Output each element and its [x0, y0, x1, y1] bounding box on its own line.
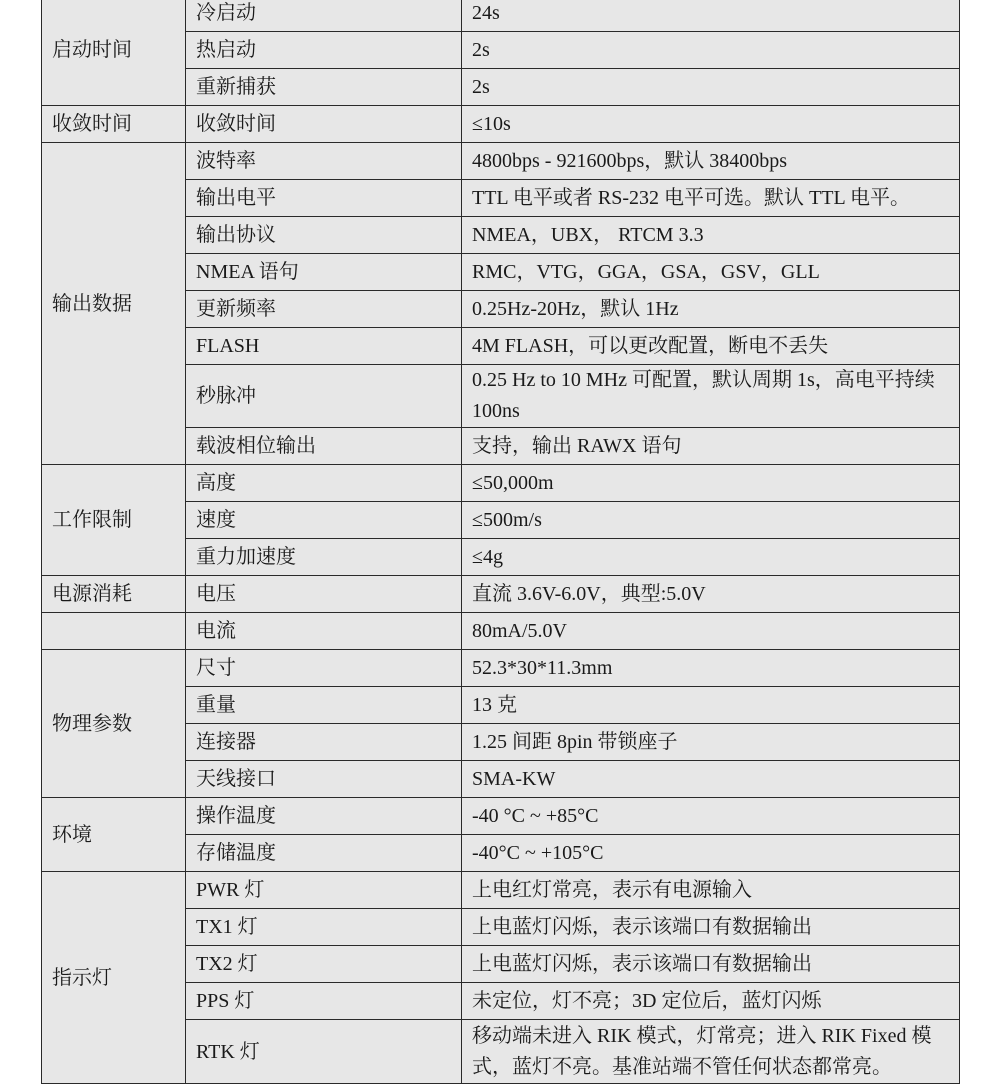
item-label: FLASH: [186, 328, 462, 365]
item-label: 重量: [186, 687, 462, 724]
item-value: 13 克: [462, 687, 960, 724]
item-value: 支持，输出 RAWX 语句: [462, 428, 960, 465]
group-label-convergence-time: 收敛时间: [42, 106, 186, 143]
group-label-operating-limits: 工作限制: [42, 465, 186, 576]
item-label: 电压: [186, 576, 462, 613]
group-label-indicator-lights: 指示灯: [42, 872, 186, 1084]
item-value: 1.25 间距 8pin 带锁座子: [462, 724, 960, 761]
item-value: 2s: [462, 32, 960, 69]
item-label: 载波相位输出: [186, 428, 462, 465]
group-label-environment: 环境: [42, 798, 186, 872]
table-row: [42, 106, 960, 143]
item-value: 52.3*30*11.3mm: [462, 650, 960, 687]
item-label: 输出电平: [186, 180, 462, 217]
item-value: 0.25Hz-20Hz，默认 1Hz: [462, 291, 960, 328]
table-row: [42, 465, 960, 502]
group-label-output-data: 输出数据: [42, 143, 186, 465]
item-value: 4M FLASH，可以更改配置，断电不丢失: [462, 328, 960, 365]
group-label-power-consumption: 电源消耗: [42, 576, 186, 613]
table-row: [42, 798, 960, 835]
table-row: [42, 576, 960, 613]
group-label-startup-time: 启动时间: [42, 0, 186, 106]
item-value: NMEA，UBX， RTCM 3.3: [462, 217, 960, 254]
item-label: 存储温度: [186, 835, 462, 872]
spec-table-container: [41, 0, 959, 1084]
item-value: SMA-KW: [462, 761, 960, 798]
item-label: 收敛时间: [186, 106, 462, 143]
item-value: ≤500m/s: [462, 502, 960, 539]
item-value: 上电蓝灯闪烁，表示该端口有数据输出: [462, 946, 960, 983]
item-label: 操作温度: [186, 798, 462, 835]
item-label: TX1 灯: [186, 909, 462, 946]
item-label: 重新捕获: [186, 69, 462, 106]
spec-table: [41, 0, 960, 1084]
item-value: ≤50,000m: [462, 465, 960, 502]
table-row: [42, 613, 960, 650]
item-value: ≤4g: [462, 539, 960, 576]
item-value: 未定位，灯不亮；3D 定位后，蓝灯闪烁: [462, 983, 960, 1020]
item-value: 上电红灯常亮，表示有电源输入: [462, 872, 960, 909]
item-label: 速度: [186, 502, 462, 539]
item-label: 秒脉冲: [186, 365, 462, 428]
item-value: TTL 电平或者 RS-232 电平可选。默认 TTL 电平。: [462, 180, 960, 217]
item-value: 2s: [462, 69, 960, 106]
item-label: TX2 灯: [186, 946, 462, 983]
item-value: -40 °C ~ +85°C: [462, 798, 960, 835]
group-label-physical-parameters: 物理参数: [42, 650, 186, 798]
item-label: 冷启动: [186, 0, 462, 32]
item-value: 80mA/5.0V: [462, 613, 960, 650]
item-value: 上电蓝灯闪烁，表示该端口有数据输出: [462, 909, 960, 946]
table-row: [42, 650, 960, 687]
item-value: 24s: [462, 0, 960, 32]
group-label-empty: [42, 613, 186, 650]
item-value: 移动端未进入 RIK 模式，灯常亮；进入 RIK Fixed 模式，蓝灯不亮。基准站端不管任何状态都常亮。: [462, 1020, 960, 1084]
item-label: 连接器: [186, 724, 462, 761]
item-value: RMC，VTG，GGA，GSA，GSV，GLL: [462, 254, 960, 291]
item-value: -40°C ~ +105°C: [462, 835, 960, 872]
item-label: 高度: [186, 465, 462, 502]
table-row: [42, 143, 960, 180]
item-value: ≤10s: [462, 106, 960, 143]
item-label: 热启动: [186, 32, 462, 69]
item-label: NMEA 语句: [186, 254, 462, 291]
table-row: [42, 0, 960, 32]
item-label: 天线接口: [186, 761, 462, 798]
item-label: 尺寸: [186, 650, 462, 687]
item-label: 电流: [186, 613, 462, 650]
item-label: RTK 灯: [186, 1020, 462, 1084]
item-label: 重力加速度: [186, 539, 462, 576]
item-value: 直流 3.6V-6.0V，典型:5.0V: [462, 576, 960, 613]
table-row: [42, 872, 960, 909]
item-label: 更新频率: [186, 291, 462, 328]
item-label: PPS 灯: [186, 983, 462, 1020]
item-label: 波特率: [186, 143, 462, 180]
item-label: 输出协议: [186, 217, 462, 254]
item-value: 4800bps - 921600bps，默认 38400bps: [462, 143, 960, 180]
item-value: 0.25 Hz to 10 MHz 可配置，默认周期 1s，高电平持续 100ns: [462, 365, 960, 428]
item-label: PWR 灯: [186, 872, 462, 909]
